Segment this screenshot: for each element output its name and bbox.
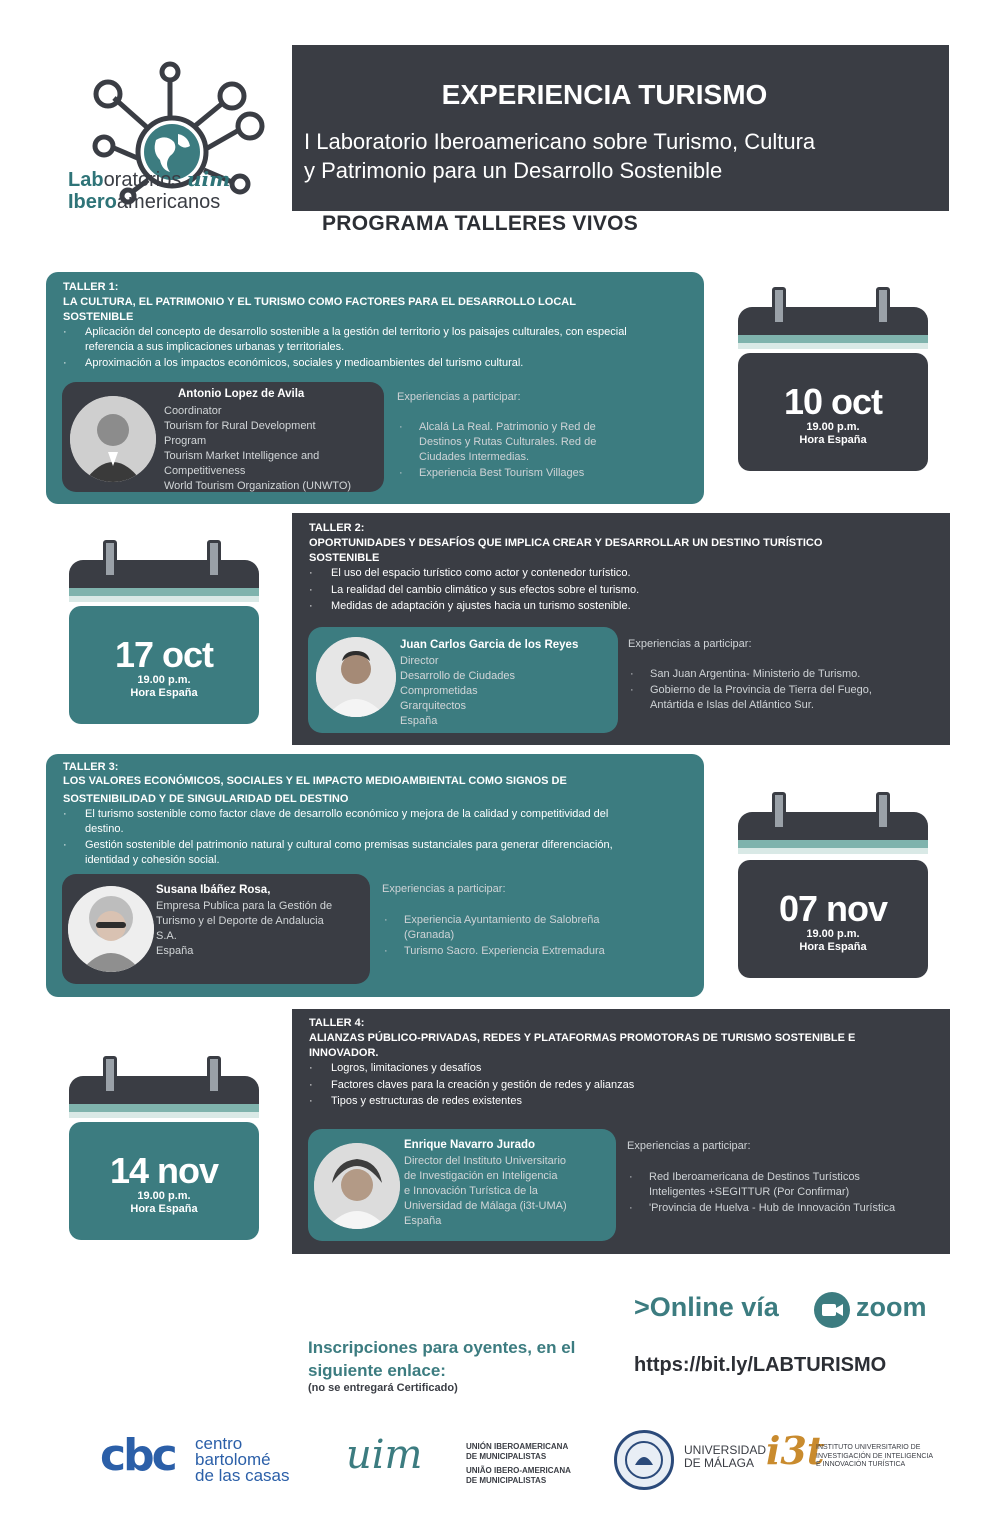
workshop-2-experience: · San Juan Argentina- Ministerio de Turismo. — [628, 667, 908, 682]
speaker-3-name: Susana Ibáñez Rosa, — [156, 884, 271, 896]
calendar-ring-icon — [103, 1056, 117, 1094]
calendar-stripe — [738, 335, 928, 343]
speaker-3-role-line: Turismo y el Deporte de Andalucia — [156, 915, 324, 927]
calendar-ring-icon — [207, 1056, 221, 1094]
workshop-1-points — [61, 325, 671, 373]
calendar-body — [69, 606, 259, 724]
workshop-3-point: · El turismo sostenible como factor clave de desarrollo económico y mejora de la calidad y competitividad del destino. — [61, 807, 641, 836]
workshop-4-panel — [292, 1009, 950, 1254]
speaker-2-role — [400, 654, 610, 729]
speaker-1-photo — [70, 396, 156, 482]
speaker-4-role-line: España — [404, 1215, 442, 1227]
workshop-3-experience: · Experiencia Ayuntamiento de Salobreña (Granada) — [382, 913, 642, 943]
workshop-4-experiences — [627, 1170, 902, 1217]
online-via-label: >Online vía — [634, 1292, 779, 1322]
speaker-1-role-line: Coordinator — [164, 405, 222, 417]
calendar-zone: Hora España — [130, 1203, 198, 1215]
i3t-line: INSTITUTO UNIVERSITARIO DE — [816, 1444, 921, 1451]
calendar-zone: Hora España — [799, 941, 867, 953]
workshop-4-speaker-card — [308, 1129, 616, 1241]
workshop-3-title-line2: SOSTENIBILIDAD Y DE SINGULARIDAD DEL DESTINO — [63, 793, 349, 805]
speaker-3-role-line: S.A. — [156, 930, 177, 942]
registration-link[interactable]: https://bit.ly/LABTURISMO — [634, 1354, 887, 1376]
calendar-zone: Hora España — [130, 687, 198, 699]
workshop-4-points — [307, 1061, 917, 1111]
calendar-07-nov — [738, 792, 928, 982]
logo-uim-mark: uim — [186, 167, 231, 191]
workshop-4-point: · Logros, limitaciones y desafíos — [307, 1061, 917, 1076]
speaker-4-role-line: Universidad de Málaga (i3t-UMA) — [404, 1200, 567, 1212]
calendar-date: 17 oct — [114, 634, 214, 675]
calendar-date: 07 nov — [778, 888, 888, 929]
calendar-14-nov — [69, 1056, 259, 1246]
calendar-time — [69, 674, 259, 700]
calendar-ring-icon — [772, 792, 786, 830]
header-subtitle-line1: I Laboratorio Iberoamericano sobre Turismo, Cultura — [304, 129, 816, 154]
workshop-4-experience: · 'Provincia de Huelva - Hub de Innovación Turística — [627, 1201, 902, 1216]
workshop-1-speaker-card — [62, 382, 384, 492]
calendar-top — [69, 560, 259, 588]
calendar-17-oct — [69, 540, 259, 730]
calendar-stripe — [69, 588, 259, 596]
logo-line1-rest: oratorios — [103, 169, 182, 191]
workshop-1-experiences — [397, 420, 637, 482]
speaker-4-role — [404, 1154, 616, 1229]
workshop-4-point: · Factores claves para la creación y gestión de redes y alianzas — [307, 1078, 917, 1093]
workshop-2-title-line2: SOSTENIBLE — [309, 552, 380, 564]
uim-line: UNIÃO IBERO-AMERICANA — [466, 1466, 571, 1475]
speaker-1-role-line: Tourism for Rural Development — [164, 420, 316, 432]
workshop-1-experience: · Alcalá La Real. Patrimonio y Red de Destinos y Rutas Culturales. Red de Ciudades Intermedias. — [397, 420, 637, 465]
calendar-time-value: 19.00 p.m. — [806, 421, 860, 433]
speaker-4-photo — [314, 1143, 400, 1229]
uma-line: UNIVERSIDAD — [684, 1443, 767, 1457]
workshop-1-point: · Aproximación a los impactos económicos, sociales y medioambientes del turismo cultural. — [61, 356, 671, 371]
uma-logo-text — [684, 1444, 766, 1470]
header-banner — [292, 45, 949, 211]
calendar-time — [69, 1190, 259, 1216]
speaker-4-role-line: de Investigación en Inteligencia — [404, 1170, 558, 1182]
workshop-3-experiences-title: Experiencias a participar: — [382, 883, 506, 895]
workshop-2-point: · El uso del espacio turístico como actor y contenedor turístico. — [307, 566, 917, 581]
workshop-3-title-line1: LOS VALORES ECONÓMICOS, SOCIALES Y EL IMPACTO MEDIOAMBIENTAL COMO SIGNOS DE — [63, 775, 567, 787]
workshop-3-panel — [46, 754, 704, 997]
calendar-top — [738, 812, 928, 840]
speaker-1-role — [164, 404, 384, 494]
i3t-logo-text — [816, 1444, 933, 1470]
speaker-2-role-line: Comprometidas — [400, 685, 478, 697]
workshop-1-panel — [46, 272, 704, 504]
calendar-date: 10 oct — [783, 381, 883, 422]
logo-line2-rest: americanos — [116, 191, 221, 213]
calendar-top — [738, 307, 928, 335]
uim-logo-text — [466, 1442, 571, 1486]
speaker-3-role-line: Empresa Publica para la Gestión de — [156, 900, 333, 912]
workshop-1-point: · Aplicación del concepto de desarrollo sostenible a la gestión del territorio y los paisajes culturales, con especial referencia a sus implicaciones urbanas y territoriales. — [61, 325, 671, 354]
speaker-4-role-line: e Innovación Turística de la — [404, 1185, 538, 1197]
cbc-line: bartolomé — [195, 1450, 271, 1469]
speaker-4-role-line: Director del Instituto Universitario — [404, 1155, 567, 1167]
workshop-4-label: TALLER 4: — [309, 1017, 365, 1029]
workshop-2-speaker-card — [308, 627, 618, 733]
workshop-3-experience: · Turismo Sacro. Experiencia Extremadura — [382, 944, 642, 959]
uma-seal-icon — [614, 1430, 674, 1490]
calendar-ring-icon — [103, 540, 117, 578]
workshop-3-points — [61, 807, 641, 869]
calendar-date: 14 nov — [109, 1150, 219, 1191]
workshop-2-experience: · Gobierno de la Provincia de Tierra del Fuego, Antártida e Islas del Atlántico Sur. — [628, 683, 908, 713]
workshop-2-point: · Medidas de adaptación y ajustes hacia un turismo sostenible. — [307, 599, 917, 614]
workshop-3-experiences — [382, 913, 642, 960]
uma-line: DE MÁLAGA — [684, 1456, 755, 1470]
inscription-note: (no se entregará Certificado) — [308, 1382, 458, 1394]
workshop-3-label: TALLER 3: — [63, 761, 119, 773]
header-subtitle-line2: y Patrimonio para un Desarrollo Sostenible — [304, 158, 723, 183]
cbc-logo-text — [195, 1436, 290, 1484]
speaker-3-photo — [68, 886, 154, 972]
uim-logo-mark: uim — [346, 1432, 423, 1478]
uim-line: DE MUNICIPALISTAS — [466, 1452, 547, 1461]
i3t-line: E INNOVACIÓN TURÍSTICA — [816, 1461, 906, 1468]
workshop-4-experiences-title: Experiencias a participar: — [627, 1140, 751, 1152]
workshop-2-points — [307, 566, 917, 616]
workshop-1-label: TALLER 1: — [63, 281, 119, 293]
speaker-3-role-line: España — [156, 945, 194, 957]
workshop-2-panel — [292, 513, 950, 745]
workshop-1-title-line2: SOSTENIBLE — [63, 311, 134, 323]
header-title: EXPERIENCIA TURISMO — [441, 79, 768, 110]
logo-wordmark — [68, 168, 230, 213]
speaker-3-role — [156, 899, 370, 959]
calendar-stripe — [738, 343, 928, 349]
calendar-stripe — [69, 1104, 259, 1112]
speaker-1-role-line: Program — [164, 435, 207, 447]
calendar-time-value: 19.00 p.m. — [137, 674, 191, 686]
uim-line: UNIÓN IBEROAMERICANA — [466, 1442, 569, 1451]
calendar-time-value: 19.00 p.m. — [806, 928, 860, 940]
program-title: PROGRAMA TALLERES VIVOS — [322, 212, 639, 235]
workshop-4-point: · Tipos y estructuras de redes existentes — [307, 1094, 917, 1109]
calendar-ring-icon — [876, 287, 890, 325]
calendar-time — [738, 421, 928, 447]
speaker-1-role-line: Tourism Market Intelligence and — [164, 450, 320, 462]
workshop-1-title-line1: LA CULTURA, EL PATRIMONIO Y EL TURISMO COMO FACTORES PARA EL DESARROLLO LOCAL — [63, 296, 576, 308]
calendar-body — [738, 860, 928, 978]
workshop-2-experiences-title: Experiencias a participar: — [628, 638, 752, 650]
speaker-2-role-line: Grarquitectos — [400, 700, 467, 712]
workshop-3-speaker-card — [62, 874, 370, 984]
speaker-2-role-line: España — [400, 715, 438, 727]
calendar-stripe — [69, 1112, 259, 1118]
calendar-stripe — [738, 848, 928, 854]
workshop-2-title-line1: OPORTUNIDADES Y DESAFÍOS QUE IMPLICA CREAR Y DESARROLLAR UN DESTINO TURÍSTICO — [309, 537, 823, 549]
zoom-camera-icon — [814, 1292, 850, 1328]
calendar-top — [69, 1076, 259, 1104]
speaker-1-name: Antonio Lopez de Avila — [178, 388, 305, 400]
workshop-3-point: · Gestión sostenible del patrimonio natural y cultural como premisas sustanciales para generar diferenciación, identidad y cohesión social. — [61, 838, 641, 867]
workshop-2-point: · La realidad del cambio climático y sus efectos sobre el turismo. — [307, 583, 917, 598]
cbc-line: centro — [195, 1434, 243, 1453]
zoom-label: zoom — [856, 1292, 927, 1322]
workshop-1-experiences-title: Experiencias a participar: — [397, 391, 521, 403]
calendar-ring-icon — [876, 792, 890, 830]
calendar-ring-icon — [772, 287, 786, 325]
workshop-4-title-line2: INNOVADOR. — [309, 1047, 379, 1059]
calendar-10-oct — [738, 287, 928, 477]
workshop-4-experience: · Red Iberoamericana de Destinos Turísticos Inteligentes +SEGITTUR (Por Confirmar) — [627, 1170, 902, 1200]
speaker-2-name: Juan Carlos Garcia de los Reyes — [400, 639, 579, 651]
speaker-4-name: Enrique Navarro Jurado — [404, 1139, 536, 1151]
calendar-ring-icon — [207, 540, 221, 578]
uim-line: DE MUNICIPALISTAS — [466, 1476, 547, 1485]
workshop-2-label: TALLER 2: — [309, 522, 365, 534]
calendar-body — [738, 353, 928, 471]
calendar-time — [738, 928, 928, 954]
cbc-logo-mark: cbc — [100, 1430, 175, 1481]
calendar-time-value: 19.00 p.m. — [137, 1190, 191, 1202]
speaker-1-role-line: Competitiveness — [164, 465, 246, 477]
speaker-2-photo — [316, 637, 396, 717]
logo-line1-bold: Lab — [68, 169, 104, 191]
workshop-2-experiences — [628, 667, 908, 714]
logo-line2-bold: Ibero — [68, 191, 117, 213]
workshop-1-experience: · Experiencia Best Tourism Villages — [397, 466, 637, 481]
i3t-line: INVESTIGACIÓN DE INTELIGENCIA — [816, 1452, 934, 1460]
speaker-2-role-line: Desarrollo de Ciudades — [400, 670, 515, 682]
speaker-1-role-line: World Tourism Organization (UNWTO) — [164, 480, 352, 492]
calendar-stripe — [738, 840, 928, 848]
workshop-4-title-line1: ALIANZAS PÚBLICO-PRIVADAS, REDES Y PLATAFORMAS PROMOTORAS DE TURISMO SOSTENIBLE E — [309, 1032, 856, 1044]
inscription-text: Inscripciones para oyentes, en el siguiente enlace: — [308, 1338, 576, 1380]
cbc-line: de las casas — [195, 1466, 290, 1485]
speaker-2-role-line: Director — [400, 655, 439, 667]
calendar-zone: Hora España — [799, 434, 867, 446]
i3t-logo-mark: i3t — [766, 1428, 825, 1473]
calendar-stripe — [69, 596, 259, 602]
calendar-body — [69, 1122, 259, 1240]
